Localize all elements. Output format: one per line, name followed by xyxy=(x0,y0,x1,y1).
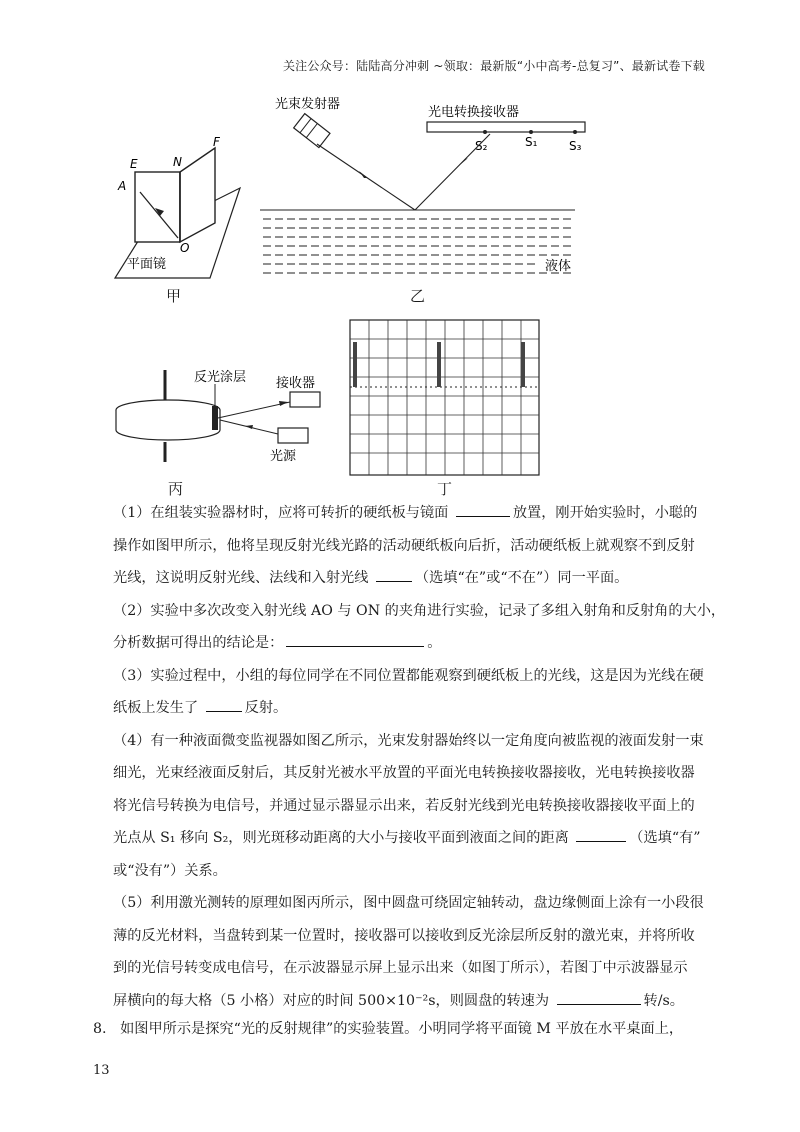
figure-jia xyxy=(110,130,260,280)
q4-line5: 或“没有”）关系。 xyxy=(113,862,227,879)
label-F: F xyxy=(213,135,220,149)
label-N: N xyxy=(173,155,182,169)
q2-line2: 分析数据可得出的结论是： 。 xyxy=(113,627,713,660)
emitter-label: 光束发射器 xyxy=(275,97,341,112)
q4-line1: （4）有一种液面微变监视器如图乙所示，光束发射器始终以一定角度向被监视的液面发射一束 xyxy=(113,732,704,749)
q1-line3: 光线，这说明反射光线、法线和入射光线 （选填“在”或“不在”）同一平面。 xyxy=(113,562,713,595)
caption-ding: 丁 xyxy=(437,480,453,498)
label-O: O xyxy=(180,241,190,255)
q2-line1: （2）实验中多次改变入射光线 AO 与 ON 的夹角进行实验，记录了多组入射角和反射角的大小， xyxy=(113,602,726,619)
liquid-label: 液体 xyxy=(545,259,572,274)
q5-line1: （5）利用激光测转的原理如图丙所示，图中圆盘可绕固定轴转动，盘边缘侧面上涂有一小段很 xyxy=(113,895,704,911)
receiver-label: 接收器 xyxy=(276,376,316,391)
label-E: E xyxy=(130,157,138,171)
page-header: 关注公众号：陆陆高分冲刺 ~领取：最新版“小中高考-总复习”、最新试卷下载 xyxy=(282,59,705,73)
q5-line4: 屏横向的每大格（5 小格）对应的时间 500×10⁻²s，则圆盘的转速为 转/s。 xyxy=(113,985,713,1018)
q5-line3: 到的光信号转变成电信号，在示波器显示屏上显示出来（如图丁所示），若图丁中示波器显示 xyxy=(113,960,688,976)
q1-line1: （1）在组装实验器材时，应将可转折的硬纸板与镜面 放置，刚开始实验时，小聪的 xyxy=(113,497,713,530)
question-8-number: 8. xyxy=(93,1021,107,1037)
q1-line2: 操作如图甲所示，他将呈现反射光线光路的活动硬纸板向后折，活动硬纸板上就观察不到反射 xyxy=(113,537,695,554)
source-label: 光源 xyxy=(270,449,297,464)
q3-line2: 纸板上发生了 反射。 xyxy=(113,692,713,725)
label-A: A xyxy=(118,179,127,193)
caption-jia: 甲 xyxy=(166,287,182,305)
page-number: 13 xyxy=(93,1063,110,1078)
caption-bing: 丙 xyxy=(168,480,184,498)
q3-line1: （3）实验过程中，小组的每位同学在不同位置都能观察到硬纸板上的光线，这是因为光线在硬 xyxy=(113,667,704,684)
question-8 xyxy=(93,1018,683,1038)
q4-line2: 细光，光束经液面反射后，其反射光被水平放置的平面光电转换接收器接收，光电转换接收器 xyxy=(113,765,695,781)
q5-line2: 薄的反光材料，当盘转到某一位置时，接收器可以接收到反光涂层所反射的激光束，并将所收 xyxy=(113,927,695,944)
s3-label: S₃ xyxy=(569,139,582,153)
s2-label: S₂ xyxy=(475,139,488,153)
question-8-text: 如图甲所示是探究“光的反射规律”的实验装置。小明同学将平面镜 M 平放在水平桌面上， xyxy=(120,1021,684,1037)
figure-ding xyxy=(349,319,541,477)
receiver-label: 光电转换接收器 xyxy=(428,105,520,120)
plane-mirror-label: 平面镜 xyxy=(127,257,167,272)
q4-line4: 光点从 S₁ 移向 S₂，则光斑移动距离的大小与接收平面到液面之间的距离 （选填“有” xyxy=(113,822,713,855)
caption-yi: 乙 xyxy=(410,287,426,305)
figure-bing xyxy=(110,362,335,482)
q4-line3: 将光信号转换为电信号，并通过显示器显示出来，若反射光线到光电转换接收器接收平面上的 xyxy=(113,797,695,814)
coating-label: 反光涂层 xyxy=(194,370,247,385)
question-body xyxy=(113,497,726,1017)
s1-label: S₁ xyxy=(525,135,538,149)
figure-yi xyxy=(255,92,595,292)
